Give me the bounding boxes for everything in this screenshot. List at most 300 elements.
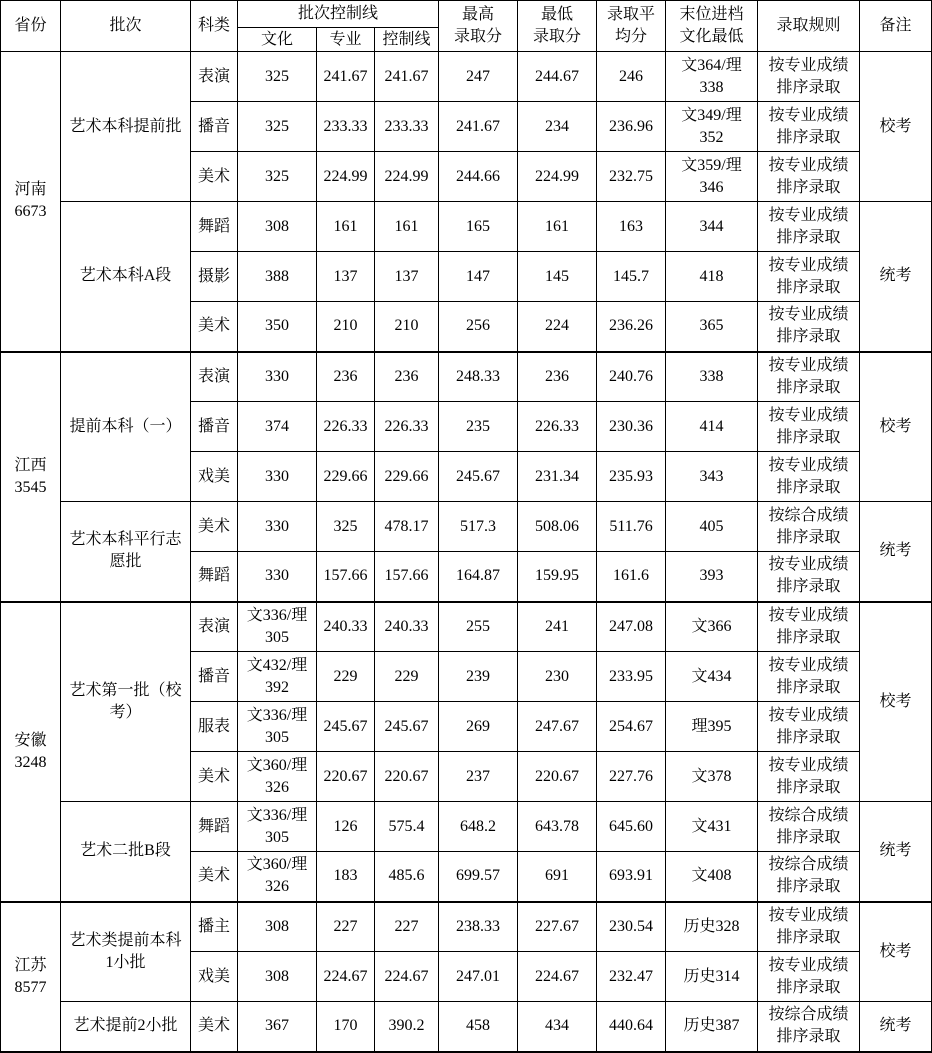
cell-control-line-value: 236	[394, 367, 419, 385]
cell-subject	[191, 252, 238, 302]
cell-min-score-value: 220.67	[535, 767, 580, 785]
province-name: 江西	[14, 456, 47, 474]
table-body	[1, 52, 932, 1052]
batch-cell	[61, 52, 191, 202]
note-cell: 统考	[860, 1002, 932, 1052]
cell-max-score	[439, 352, 518, 402]
cell-subject	[191, 302, 238, 352]
cell-min-score	[518, 702, 597, 752]
cell-rule-value: 按专业成绩排序录取	[768, 606, 849, 646]
cell-rule-value: 按专业成绩排序录取	[768, 706, 849, 746]
cell-subject-value: 舞蹈	[197, 217, 230, 235]
cell-avg-score-value: 145.7	[613, 267, 650, 285]
cell-control-line-value: 478.17	[384, 517, 429, 535]
cell-last-culture-value: 344	[699, 217, 724, 235]
header-batch: 批次	[61, 1, 191, 52]
cell-control-line	[375, 302, 439, 352]
cell-max-score-value: 458	[466, 1017, 491, 1035]
cell-major-value: 241.67	[323, 67, 368, 85]
batch-name: 艺术本科A段	[79, 267, 172, 285]
cell-rule	[758, 352, 860, 402]
cell-max-score-value: 147	[466, 267, 491, 285]
table-row	[1, 202, 932, 252]
cell-min-score-value: 224	[545, 317, 570, 335]
cell-control-line-value: 224.67	[384, 967, 429, 985]
cell-subject-value: 美术	[197, 867, 230, 885]
cell-subject-value: 美术	[197, 517, 230, 535]
cell-control-line	[375, 452, 439, 502]
cell-culture	[238, 252, 317, 302]
cell-control-line-value: 227	[394, 917, 419, 935]
cell-last-culture	[666, 852, 758, 902]
cell-avg-score-value: 693.91	[609, 867, 654, 885]
cell-rule-value: 按专业成绩排序录取	[768, 206, 849, 246]
cell-avg-score-value: 235.93	[609, 467, 654, 485]
cell-control-line	[375, 52, 439, 102]
cell-rule	[758, 552, 860, 602]
cell-rule-value: 按专业成绩排序录取	[768, 156, 849, 196]
cell-subject	[191, 352, 238, 402]
province-name: 安徽	[14, 731, 47, 749]
header-last-culture-line1: 末位进档	[679, 6, 744, 23]
cell-last-culture-value: 418	[699, 267, 724, 285]
cell-last-culture-value: 414	[699, 417, 724, 435]
cell-major-value: 157.66	[323, 567, 368, 585]
cell-rule-value: 按综合成绩排序录取	[768, 506, 849, 546]
batch-cell	[61, 352, 191, 502]
cell-rule	[758, 802, 860, 852]
cell-culture	[238, 552, 317, 602]
cell-min-score-value: 230	[545, 667, 570, 685]
cell-major-value: 224.67	[323, 967, 368, 985]
cell-major	[317, 1002, 375, 1052]
cell-culture-value: 330	[265, 567, 289, 585]
cell-last-culture	[666, 52, 758, 102]
table-row	[1, 602, 932, 652]
cell-subject-value: 戏美	[197, 467, 230, 485]
cell-control-line-value: 226.33	[384, 417, 429, 435]
cell-subject-value: 服表	[197, 717, 230, 735]
cell-max-score	[439, 852, 518, 902]
cell-control-line-value: 245.67	[384, 717, 429, 735]
cell-avg-score-value: 645.60	[609, 817, 654, 835]
cell-avg-score-value: 161.6	[613, 567, 650, 585]
cell-culture-value: 308	[265, 217, 289, 235]
cell-max-score	[439, 452, 518, 502]
header-max-score	[439, 1, 518, 52]
cell-avg-score-value: 230.54	[609, 917, 654, 935]
cell-max-score-value: 165	[466, 217, 491, 235]
cell-max-score	[439, 252, 518, 302]
cell-avg-score-value: 236.26	[609, 317, 654, 335]
cell-culture-value: 330	[265, 467, 289, 485]
cell-culture-value: 374	[265, 417, 289, 435]
cell-max-score-value: 244.66	[456, 167, 501, 185]
cell-min-score	[518, 652, 597, 702]
province-name: 江苏	[14, 956, 47, 974]
cell-major	[317, 902, 375, 952]
cell-avg-score	[597, 502, 666, 552]
cell-culture-value: 325	[265, 167, 289, 185]
cell-major-value: 233.33	[323, 117, 368, 135]
cell-rule	[758, 602, 860, 652]
cell-last-culture-value: 365	[699, 317, 724, 335]
batch-name: 艺术第一批（校考）	[69, 681, 182, 721]
cell-control-line	[375, 152, 439, 202]
cell-culture	[238, 902, 317, 952]
cell-culture	[238, 502, 317, 552]
cell-last-culture-value: 文408	[691, 867, 732, 885]
cell-rule-value: 按综合成绩排序录取	[768, 856, 849, 896]
cell-min-score	[518, 352, 597, 402]
cell-min-score-value: 226.33	[535, 417, 580, 435]
cell-subject-value: 播音	[197, 417, 230, 435]
batch-name: 艺术类提前本科1小批	[69, 931, 182, 971]
cell-avg-score	[597, 752, 666, 802]
cell-control-line	[375, 752, 439, 802]
cell-min-score	[518, 1002, 597, 1052]
cell-rule	[758, 702, 860, 752]
note-cell: 校考	[860, 602, 932, 802]
cell-avg-score-value: 230.36	[609, 417, 654, 435]
cell-max-score	[439, 652, 518, 702]
cell-subject	[191, 1002, 238, 1052]
cell-last-culture-value: 文366	[691, 617, 732, 635]
cell-min-score-value: 241	[545, 617, 570, 635]
cell-max-score-value: 241.67	[456, 117, 501, 135]
cell-last-culture-value: 文431	[691, 817, 732, 835]
cell-rule-value: 按专业成绩排序录取	[768, 556, 849, 596]
cell-last-culture	[666, 102, 758, 152]
header-note: 备注	[860, 1, 932, 52]
cell-major-value: 229	[333, 667, 358, 685]
cell-rule-value: 按专业成绩排序录取	[768, 906, 849, 946]
cell-last-culture-value: 文378	[691, 767, 732, 785]
batch-cell	[61, 602, 191, 802]
cell-max-score-value: 256	[466, 317, 491, 335]
cell-subject-value: 舞蹈	[197, 817, 230, 835]
cell-avg-score	[597, 652, 666, 702]
cell-control-line	[375, 602, 439, 652]
cell-last-culture	[666, 952, 758, 1002]
header-min-score	[518, 1, 597, 52]
cell-rule	[758, 202, 860, 252]
table-row	[1, 52, 932, 102]
cell-major-value: 325	[333, 517, 358, 535]
table-row	[1, 902, 932, 952]
cell-rule	[758, 152, 860, 202]
cell-subject	[191, 402, 238, 452]
cell-rule	[758, 502, 860, 552]
cell-major-value: 161	[333, 217, 358, 235]
cell-subject-value: 摄影	[197, 267, 230, 285]
cell-last-culture	[666, 452, 758, 502]
cell-rule-value: 按专业成绩排序录取	[768, 106, 849, 146]
header-max-score-line2: 录取分	[454, 28, 503, 45]
cell-rule-value: 按专业成绩排序录取	[768, 56, 849, 96]
cell-last-culture	[666, 352, 758, 402]
cell-min-score	[518, 252, 597, 302]
table-row	[1, 352, 932, 402]
cell-min-score	[518, 502, 597, 552]
cell-culture	[238, 752, 317, 802]
cell-culture	[238, 802, 317, 852]
table-row	[1, 1002, 932, 1052]
cell-min-score-value: 145	[545, 267, 570, 285]
cell-min-score	[518, 452, 597, 502]
cell-rule-value: 按专业成绩排序录取	[768, 756, 849, 796]
cell-rule-value: 按专业成绩排序录取	[768, 356, 849, 396]
cell-control-line	[375, 952, 439, 1002]
cell-avg-score-value: 240.76	[609, 367, 654, 385]
cell-last-culture	[666, 402, 758, 452]
batch-cell	[61, 902, 191, 1002]
cell-major-value: 224.99	[323, 167, 368, 185]
cell-culture-value: 文336/理305	[246, 706, 308, 746]
cell-max-score	[439, 502, 518, 552]
cell-min-score	[518, 802, 597, 852]
cell-major	[317, 52, 375, 102]
cell-max-score	[439, 402, 518, 452]
cell-rule	[758, 852, 860, 902]
cell-last-culture-value: 405	[699, 517, 724, 535]
cell-avg-score-value: 511.76	[609, 517, 653, 535]
note-cell: 统考	[860, 802, 932, 902]
cell-culture-value: 文336/理305	[246, 806, 308, 846]
cell-major	[317, 852, 375, 902]
cell-rule-value: 按综合成绩排序录取	[768, 806, 849, 846]
cell-rule-value: 按综合成绩排序录取	[768, 1006, 849, 1046]
cell-last-culture	[666, 902, 758, 952]
province-name: 河南	[14, 181, 47, 199]
cell-min-score	[518, 102, 597, 152]
batch-name: 艺术提前2小批	[73, 1017, 178, 1035]
cell-culture	[238, 602, 317, 652]
cell-culture-value: 325	[265, 117, 289, 135]
cell-avg-score	[597, 52, 666, 102]
cell-subject-value: 播主	[197, 917, 230, 935]
header-max-score-line1: 最高	[462, 6, 495, 23]
cell-last-culture	[666, 502, 758, 552]
cell-rule-value: 按专业成绩排序录取	[768, 656, 849, 696]
cell-subject-value: 播音	[197, 667, 230, 685]
cell-subject	[191, 552, 238, 602]
header-avg-score-line2: 均分	[615, 28, 648, 45]
batch-name: 艺术本科平行志愿批	[69, 531, 182, 571]
cell-last-culture	[666, 752, 758, 802]
cell-max-score-value: 247	[466, 67, 491, 85]
cell-subject	[191, 502, 238, 552]
cell-culture	[238, 852, 317, 902]
cell-major	[317, 102, 375, 152]
province-code: 8577	[14, 978, 47, 996]
cell-avg-score	[597, 852, 666, 902]
cell-rule	[758, 1002, 860, 1052]
cell-major-value: 210	[333, 317, 358, 335]
cell-subject	[191, 652, 238, 702]
cell-control-line-value: 220.67	[384, 767, 429, 785]
cell-min-score	[518, 202, 597, 252]
cell-major-value: 245.67	[323, 717, 368, 735]
cell-major-value: 226.33	[323, 417, 368, 435]
cell-rule-value: 按专业成绩排序录取	[768, 406, 849, 446]
cell-major-value: 240.33	[323, 617, 368, 635]
cell-control-line	[375, 252, 439, 302]
cell-min-score	[518, 752, 597, 802]
cell-last-culture	[666, 202, 758, 252]
cell-culture	[238, 202, 317, 252]
cell-min-score-value: 224.99	[535, 167, 580, 185]
cell-max-score-value: 269	[466, 717, 491, 735]
cell-max-score	[439, 1002, 518, 1052]
cell-culture	[238, 52, 317, 102]
cell-control-line	[375, 652, 439, 702]
cell-major-value: 126	[333, 817, 358, 835]
cell-min-score	[518, 552, 597, 602]
cell-major-value: 236	[333, 367, 358, 385]
cell-min-score	[518, 52, 597, 102]
cell-max-score	[439, 52, 518, 102]
cell-min-score-value: 244.67	[535, 67, 580, 85]
batch-name: 艺术本科提前批	[69, 117, 182, 135]
cell-avg-score-value: 247.08	[609, 617, 654, 635]
cell-min-score-value: 247.67	[535, 717, 580, 735]
cell-max-score	[439, 702, 518, 752]
header-control-group: 批次控制线	[238, 1, 439, 28]
cell-major	[317, 602, 375, 652]
cell-max-score	[439, 152, 518, 202]
cell-max-score-value: 255	[466, 617, 491, 635]
cell-major	[317, 252, 375, 302]
cell-min-score-value: 234	[545, 117, 570, 135]
note-cell: 统考	[860, 502, 932, 602]
cell-last-culture	[666, 252, 758, 302]
cell-min-score	[518, 902, 597, 952]
header-min-score-line2: 录取分	[533, 28, 582, 45]
table-row	[1, 502, 932, 552]
cell-max-score-value: 648.2	[460, 817, 497, 835]
cell-avg-score-value: 232.47	[609, 967, 654, 985]
cell-max-score-value: 699.57	[456, 867, 501, 885]
cell-culture-value: 文360/理326	[246, 856, 308, 896]
header-culture: 文化	[238, 28, 317, 52]
cell-culture	[238, 652, 317, 702]
cell-max-score	[439, 102, 518, 152]
cell-control-line	[375, 852, 439, 902]
cell-max-score	[439, 752, 518, 802]
cell-avg-score	[597, 402, 666, 452]
cell-control-line	[375, 1002, 439, 1052]
cell-last-culture	[666, 702, 758, 752]
cell-last-culture-value: 历史387	[683, 1017, 740, 1035]
header-min-score-line1: 最低	[541, 6, 574, 23]
cell-control-line-value: 137	[394, 267, 419, 285]
cell-major	[317, 552, 375, 602]
cell-subject	[191, 802, 238, 852]
cell-rule-value: 按专业成绩排序录取	[768, 306, 849, 346]
cell-control-line-value: 210	[394, 317, 419, 335]
cell-culture-value: 388	[265, 267, 289, 285]
cell-control-line-value: 161	[394, 217, 419, 235]
cell-subject	[191, 452, 238, 502]
cell-control-line-value: 390.2	[388, 1017, 425, 1035]
cell-avg-score-value: 233.95	[609, 667, 654, 685]
cell-rule	[758, 752, 860, 802]
cell-subject-value: 美术	[197, 1017, 230, 1035]
cell-major	[317, 702, 375, 752]
cell-last-culture-value: 理395	[691, 717, 732, 735]
cell-major-value: 137	[333, 267, 358, 285]
cell-last-culture	[666, 302, 758, 352]
cell-subject	[191, 52, 238, 102]
cell-min-score-value: 231.34	[535, 467, 580, 485]
cell-avg-score	[597, 202, 666, 252]
cell-major	[317, 152, 375, 202]
note-cell: 校考	[860, 352, 932, 502]
cell-control-line-value: 575.4	[388, 817, 425, 835]
cell-min-score-value: 161	[545, 217, 570, 235]
header-row	[1, 1, 932, 28]
cell-rule	[758, 302, 860, 352]
cell-max-score	[439, 552, 518, 602]
cell-culture-value: 330	[265, 517, 289, 535]
cell-max-score-value: 164.87	[456, 567, 501, 585]
cell-min-score	[518, 402, 597, 452]
cell-max-score-value: 247.01	[456, 967, 501, 985]
cell-min-score-value: 236	[545, 367, 570, 385]
cell-min-score-value: 508.06	[535, 517, 580, 535]
cell-rule-value: 按专业成绩排序录取	[768, 956, 849, 996]
cell-avg-score-value: 227.76	[609, 767, 654, 785]
cell-last-culture	[666, 602, 758, 652]
cell-rule	[758, 252, 860, 302]
cell-major	[317, 202, 375, 252]
cell-major-value: 227	[333, 917, 358, 935]
cell-rule	[758, 102, 860, 152]
province-cell	[1, 902, 61, 1052]
cell-max-score-value: 235	[466, 417, 491, 435]
cell-control-line-value: 241.67	[384, 67, 429, 85]
cell-control-line	[375, 552, 439, 602]
cell-control-line	[375, 402, 439, 452]
cell-culture-value: 文360/理326	[246, 756, 308, 796]
cell-max-score	[439, 902, 518, 952]
cell-last-culture	[666, 1002, 758, 1052]
cell-major	[317, 352, 375, 402]
cell-avg-score	[597, 802, 666, 852]
cell-avg-score-value: 232.75	[609, 167, 654, 185]
cell-culture	[238, 702, 317, 752]
cell-avg-score-value: 236.96	[609, 117, 654, 135]
header-major: 专业	[317, 28, 375, 52]
cell-culture-value: 325	[265, 67, 289, 85]
cell-major-value: 220.67	[323, 767, 368, 785]
cell-major	[317, 452, 375, 502]
cell-max-score-value: 517.3	[460, 517, 497, 535]
cell-avg-score	[597, 102, 666, 152]
cell-control-line	[375, 352, 439, 402]
cell-rule-value: 按专业成绩排序录取	[768, 456, 849, 496]
cell-major	[317, 302, 375, 352]
cell-culture-value: 308	[265, 967, 289, 985]
cell-last-culture-value: 393	[699, 567, 724, 585]
cell-control-line-value: 240.33	[384, 617, 429, 635]
cell-culture-value: 文432/理392	[246, 656, 308, 696]
cell-avg-score	[597, 952, 666, 1002]
cell-control-line	[375, 202, 439, 252]
cell-subject-value: 表演	[197, 367, 230, 385]
cell-min-score	[518, 152, 597, 202]
